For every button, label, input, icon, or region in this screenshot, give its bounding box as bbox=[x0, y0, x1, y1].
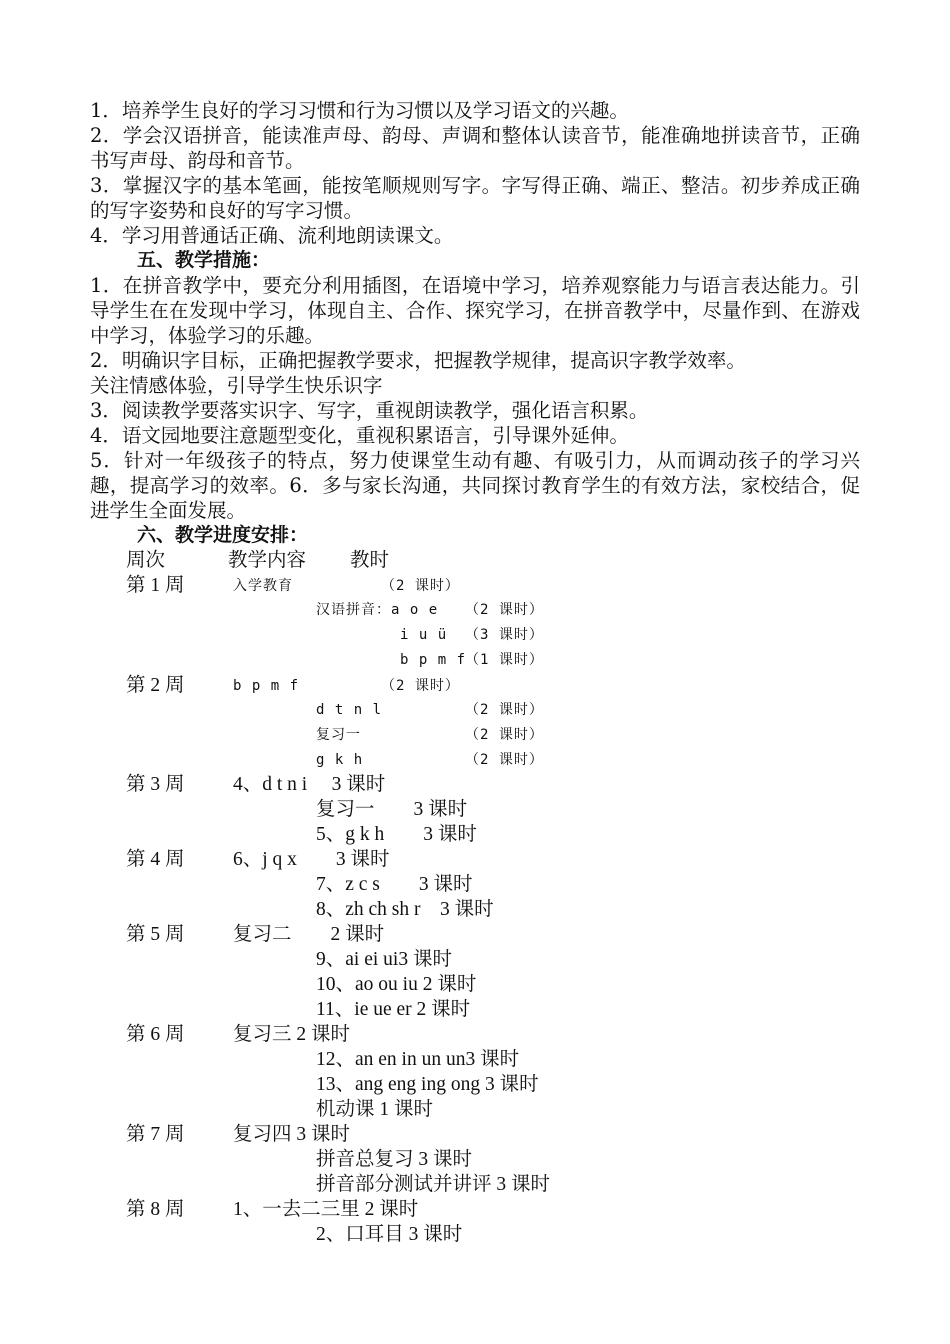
goal-2: 2．学会汉语拼音，能读准声母、韵母、声调和整体认读音节，能准确地拼读音节，正确书写声母、韵母和音节。 bbox=[90, 124, 860, 172]
week-6-line-2: 12、an en in un un3 课时 bbox=[316, 1049, 520, 1070]
week-7-label: 第 7 周 bbox=[126, 1124, 185, 1145]
week-2-row-2-content: d t n l bbox=[316, 702, 383, 718]
week-2-row-4-hours: （2 课时） bbox=[465, 752, 544, 768]
week-6-line-3: 13、ang eng ing ong 3 课时 bbox=[316, 1074, 539, 1095]
week-7-line-1: 复习四 3 课时 bbox=[233, 1124, 351, 1145]
measure-1: 1．在拼音教学中，要充分利用插图，在语境中学习，培养观察能力与语言表达能力。引导学生在在发现中学习，体现自主、合作、探究学习，在拼音教学中，尽量作到、在游戏中学习，体验学习的乐趣。 bbox=[90, 274, 860, 347]
week-1-row-2-content: 汉语拼音：a o e bbox=[316, 602, 439, 618]
week-5-line-4: 11、ie ue er 2 课时 bbox=[316, 999, 471, 1020]
goal-3: 3．掌握汉字的基本笔画，能按笔顺规则写字。字写得正确、端正、整洁。初步养成正确的写字姿势和良好的写字习惯。 bbox=[90, 174, 860, 222]
week-2-row-2-hours: （2 课时） bbox=[465, 702, 544, 718]
week-2-row-3-hours: （2 课时） bbox=[465, 727, 544, 743]
week-6-line-4: 机动课 1 课时 bbox=[316, 1099, 434, 1120]
week-8-line-2: 2、口耳目 3 课时 bbox=[316, 1224, 463, 1245]
week-3-label: 第 3 周 bbox=[126, 774, 185, 795]
week-6-label: 第 6 周 bbox=[126, 1024, 185, 1045]
week-1-row-3-content: i u ü bbox=[400, 627, 448, 643]
week-1-row-4-hours: （1 课时） bbox=[465, 652, 544, 668]
week-3-line-3: 5、g k h 3 课时 bbox=[316, 824, 477, 845]
header-week: 周次 bbox=[126, 550, 166, 571]
week-3-line-1: 4、d t n i 3 课时 bbox=[233, 774, 386, 795]
header-content: 教学内容 bbox=[228, 550, 307, 571]
section-5-title: 五、教学措施： bbox=[137, 249, 271, 271]
week-7-line-2: 拼音总复习 3 课时 bbox=[316, 1149, 473, 1170]
week-4-line-2: 7、z c s 3 课时 bbox=[316, 874, 473, 895]
week-7-line-3: 拼音部分测试并讲评 3 课时 bbox=[316, 1174, 551, 1195]
measure-3: 3．阅读教学要落实识字、写字，重视朗读教学，强化语言积累。 bbox=[90, 399, 649, 422]
header-hours: 教时 bbox=[350, 550, 390, 571]
week-1-row-3-hours: （3 课时） bbox=[465, 627, 544, 643]
week-1-row-1-hours: （2 课时） bbox=[381, 578, 460, 594]
week-1-row-4-content: b p m f bbox=[400, 652, 467, 668]
week-1-row-2-hours: （2 课时） bbox=[465, 602, 544, 618]
week-1-row-1-content: 入学教育 bbox=[233, 578, 293, 594]
week-6-line-1: 复习三 2 课时 bbox=[233, 1024, 351, 1045]
week-1-label: 第 1 周 bbox=[126, 575, 185, 596]
week-5-line-2: 9、ai ei ui3 课时 bbox=[316, 949, 452, 970]
week-2-label: 第 2 周 bbox=[126, 675, 185, 696]
week-2-row-3-content: 复习一 bbox=[316, 727, 361, 743]
week-8-line-1: 1、一去二三里 2 课时 bbox=[233, 1199, 419, 1220]
measure-2-note: 关注情感体验，引导学生快乐识字 bbox=[90, 374, 383, 397]
week-4-line-3: 8、zh ch sh r 3 课时 bbox=[316, 899, 494, 920]
week-8-label: 第 8 周 bbox=[126, 1199, 185, 1220]
week-4-line-1: 6、j q x 3 课时 bbox=[233, 849, 390, 870]
week-2-row-1-hours: （2 课时） bbox=[381, 678, 460, 694]
week-5-line-3: 10、ao ou iu 2 课时 bbox=[316, 974, 477, 995]
week-4-label: 第 4 周 bbox=[126, 849, 185, 870]
goal-1: 1．培养学生良好的学习习惯和行为习惯以及学习语文的兴趣。 bbox=[90, 99, 629, 122]
measure-4: 4．语文园地要注意题型变化，重视积累语言，引导课外延伸。 bbox=[90, 424, 629, 447]
goal-4: 4．学习用普通话正确、流利地朗读课文。 bbox=[90, 224, 454, 247]
section-6-title: 六、教学进度安排： bbox=[137, 524, 309, 546]
week-2-row-4-content: g k h bbox=[316, 752, 364, 768]
week-3-line-2: 复习一 3 课时 bbox=[316, 799, 468, 820]
week-2-row-1-content: b p m f bbox=[233, 678, 300, 694]
week-5-line-1: 复习二 2 课时 bbox=[233, 924, 385, 945]
measure-2: 2．明确识字目标，正确把握教学要求，把握教学规律，提高识字教学效率。 bbox=[90, 349, 746, 372]
measure-5: 5．针对一年级孩子的特点，努力使课堂生动有趣、有吸引力，从而调动孩子的学习兴趣，提高学习的效率。6．多与家长沟通，共同探讨教育学生的有效方法，家校结合，促进学生全面发展。 bbox=[90, 449, 860, 522]
week-5-label: 第 5 周 bbox=[126, 924, 185, 945]
